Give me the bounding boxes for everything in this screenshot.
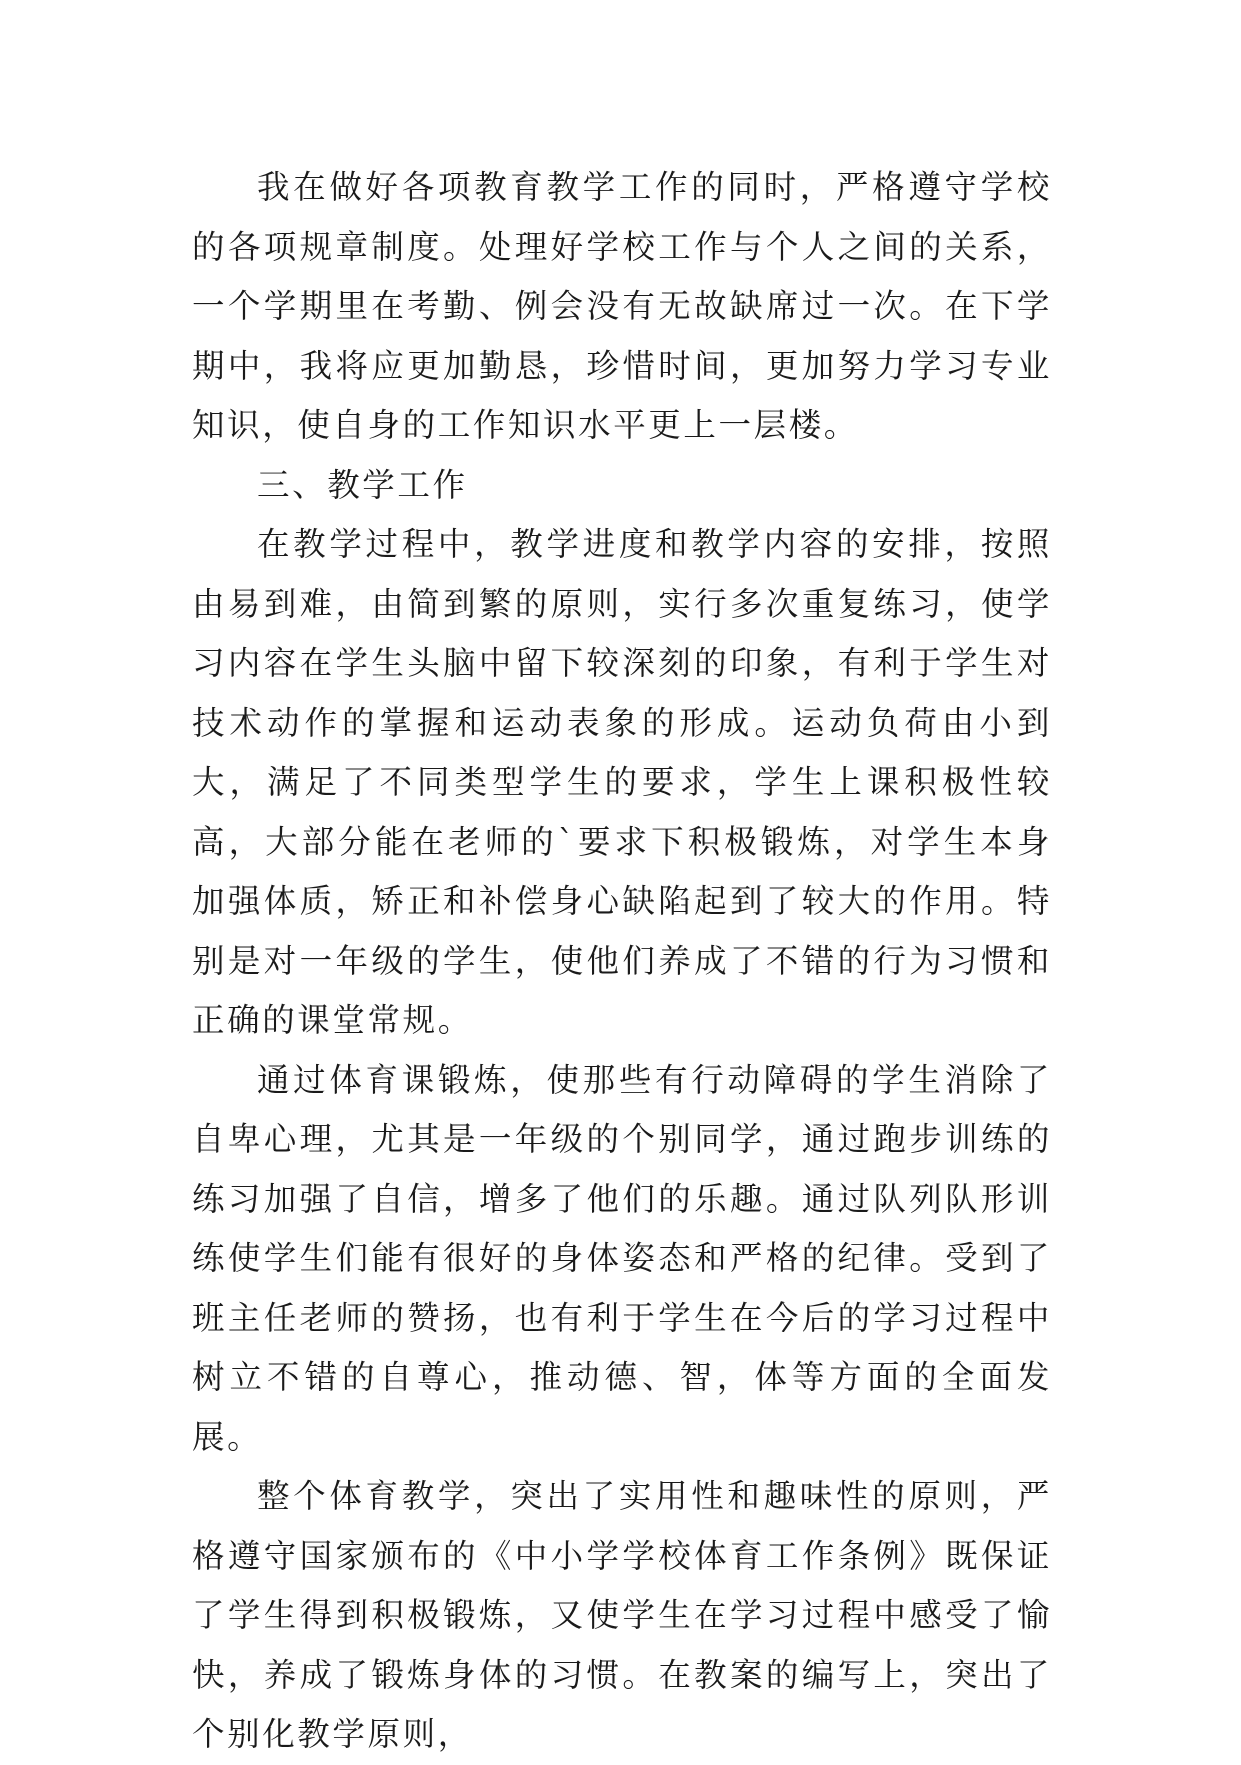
paragraph-work-discipline: 我在做好各项教育教学工作的同时，严格遵守学校的各项规章制度。处理好学校工作与个人之间的关系，一个学期里在考勤、例会没有无故缺席过一次。在下学期中，我将应更加勤恳，珍惜时间，更加努力学习专业知识，使自身的工作知识水平更上一层楼。 (192, 168, 1052, 444)
paragraph-overall-pe-teaching: 整个体育教学，突出了实用性和趣味性的原则，严格遵守国家颁布的《中小学学校体育工作条例》既保证了学生得到积极锻炼，又使学生在学习过程中感受了愉快，养成了锻炼身体的习惯。在教案的编写上，突出了个别化教学原则， (192, 1477, 1052, 1753)
paragraph-pe-class-training: 通过体育课锻炼，使那些有行动障碍的学生消除了自卑心理，尤其是一年级的个别同学，通过跑步训练的练习加强了自信，增多了他们的乐趣。通过队列队形训练使学生们能有很好的身体姿态和严格的纪律。受到了班主任老师的赞扬，也有利于学生在今后的学习过程中树立不错的自尊心，推动德、智，体等方面的全面发展。 (192, 1060, 1052, 1456)
document-body (192, 158, 1052, 1765)
section-heading-teaching-work: 三、教学工作 (257, 465, 468, 504)
paragraph-teaching-process: 在教学过程中，教学进度和教学内容的安排，按照由易到难，由简到繁的原则，实行多次重复练习，使学习内容在学生头脑中留下较深刻的印象，有利于学生对技术动作的掌握和运动表象的形成。运动负荷由小到大，满足了不同类型学生的要求，学生上课积极性较高，大部分能在老师的`要求下积极锻炼，对学生本身加强体质，矫正和补偿身心缺陷起到了较大的作用。特别是对一年级的学生，使他们养成了不错的行为习惯和正确的课堂常规。 (192, 525, 1052, 1039)
